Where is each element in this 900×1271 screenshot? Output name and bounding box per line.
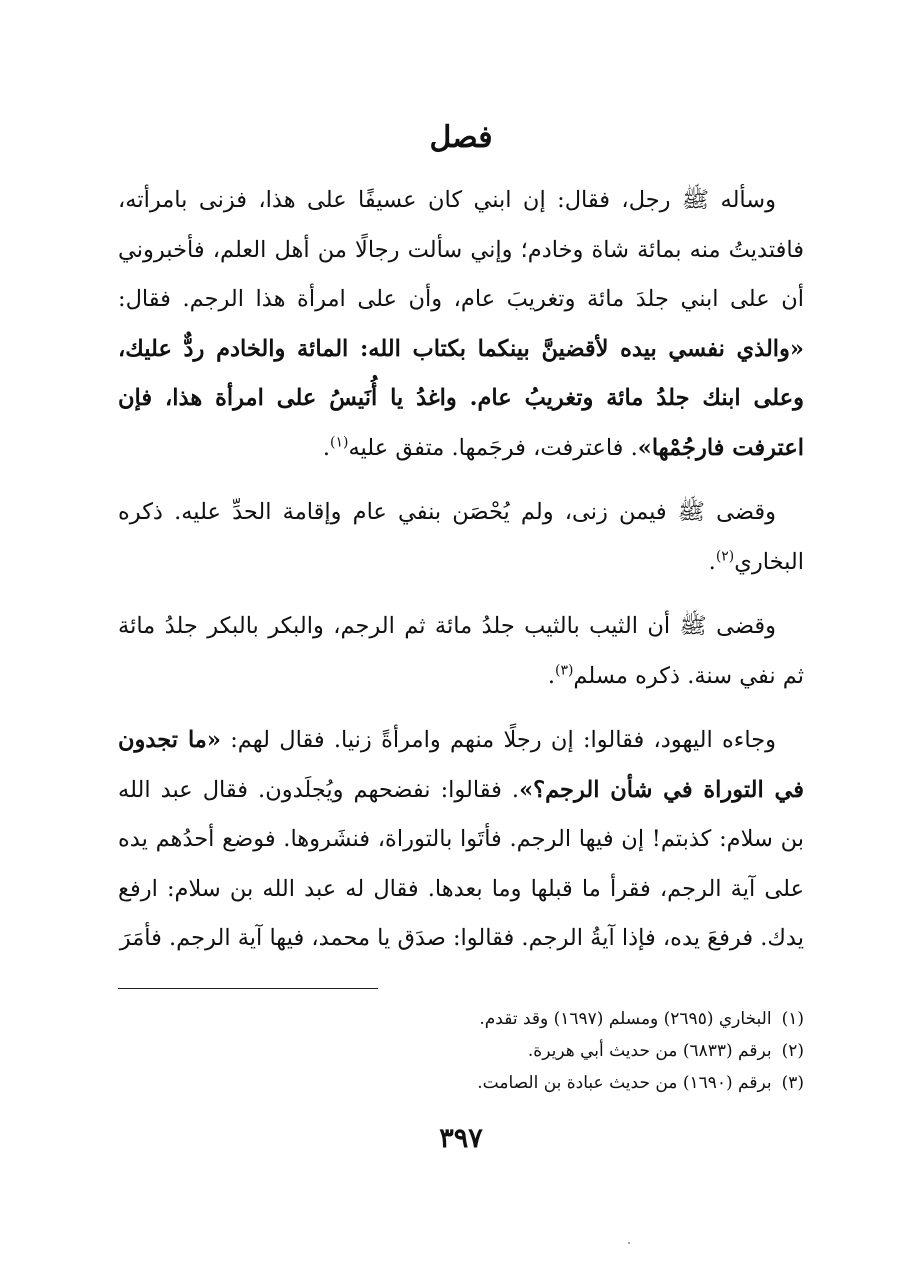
- page-number: ٣٩٧: [439, 1123, 483, 1154]
- footnote-2-text: برقم (٦٨٣٣) من حديث أبي هريرة.: [527, 1041, 772, 1061]
- footnote-1: [118, 1003, 804, 1035]
- footnotes-list: [118, 1003, 804, 1099]
- scan-speck: [628, 1242, 630, 1244]
- footnote-3-text: برقم (١٦٩٠) من حديث عبادة بن الصامت.: [477, 1073, 772, 1093]
- paragraph-4-text: وجاءه اليهود، فقالوا: إن رجلًا منهم وامرأةً زنيا. فقال لهم:: [220, 727, 776, 753]
- paragraph-4-bold-quote: «ما تجدون في التوراة في شأن الرجم؟»: [118, 727, 804, 803]
- footnote-ref-2[interactable]: (٢): [715, 548, 735, 564]
- paragraph-2-tail: .: [708, 548, 716, 575]
- footnote-1-text: البخاري (٢٦٩٥) ومسلم (١٦٩٧) وقد تقدم.: [479, 1009, 772, 1029]
- paragraph-2: [118, 488, 804, 587]
- footnote-divider: [118, 988, 378, 989]
- paragraph-3: [118, 602, 804, 701]
- footnote-2-number: (٢): [781, 1041, 804, 1061]
- footnote-3: [118, 1067, 804, 1099]
- page-body: [118, 118, 804, 1154]
- footnote-ref-3[interactable]: (٣): [555, 662, 574, 678]
- paragraph-1-text-end: . فاعترفت، فرجَمها. متفق عليه: [348, 434, 638, 461]
- footnote-2: [118, 1035, 804, 1067]
- paragraph-1-text: وسأله ﷺ رجل، فقال: إن ابني كان عسيفًا على هذا، فزنى بامرأته، فافتديتُ منه بمائة شاة وخادم؛ وإني سألت رجالًا من أهل العلم، فأخبروني أن على ابني جلدَ مائة وتغريبَ عام، وأن على امرأة هذا الرجم. فقال:: [118, 187, 804, 312]
- footnote-3-number: (٣): [781, 1073, 804, 1093]
- paragraph-1-bold-quote: «والذي نفسي بيده لأقضينَّ بينكما بكتاب الله: المائة والخادم ردٌّ عليك، وعلى ابنك جلدُ مائة وتغريبُ عام. واغدُ يا أُنَيسُ على امرأة هذا، فإن اعترفت فارجُمْها»: [118, 335, 804, 461]
- footnote-ref-1[interactable]: (١): [330, 434, 349, 450]
- paragraph-3-text: وقضى ﷺ أن الثيب بالثيب جلدُ مائة ثم الرجم، والبكر بالبكر جلدُ مائة ثم نفي سنة. ذكره مسلم: [118, 613, 804, 689]
- paragraph-4-text-end: . فقالوا: نفضحهم ويُجلَدون. فقال عبد الله بن سلام: كذبتم! إن فيها الرجم. فأتَوا بالتوراة، فنشَروها. فوضع أحدُهم يده على آية الرجم، فقرأ ما قبلها وما بعدها. فقال له عبد الله بن سلام: ارفع يدك. فرفعَ يده، فإذا آيةُ الرجم. فقالوا: صدَق يا محمد، فيها آية الرجم. فأمَرَ: [118, 776, 804, 951]
- section-heading: فصل: [429, 120, 493, 155]
- paragraph-4: [118, 716, 804, 964]
- footnote-1-number: (١): [781, 1009, 804, 1029]
- paragraph-1: [118, 176, 804, 473]
- paragraph-1-tail: .: [322, 434, 331, 461]
- paragraph-3-tail: .: [547, 662, 555, 689]
- paragraph-2-text: وقضى ﷺ فيمن زنى، ولم يُحْصَن بنفي عام وإقامة الحدِّ عليه. ذكره البخاري: [118, 499, 804, 575]
